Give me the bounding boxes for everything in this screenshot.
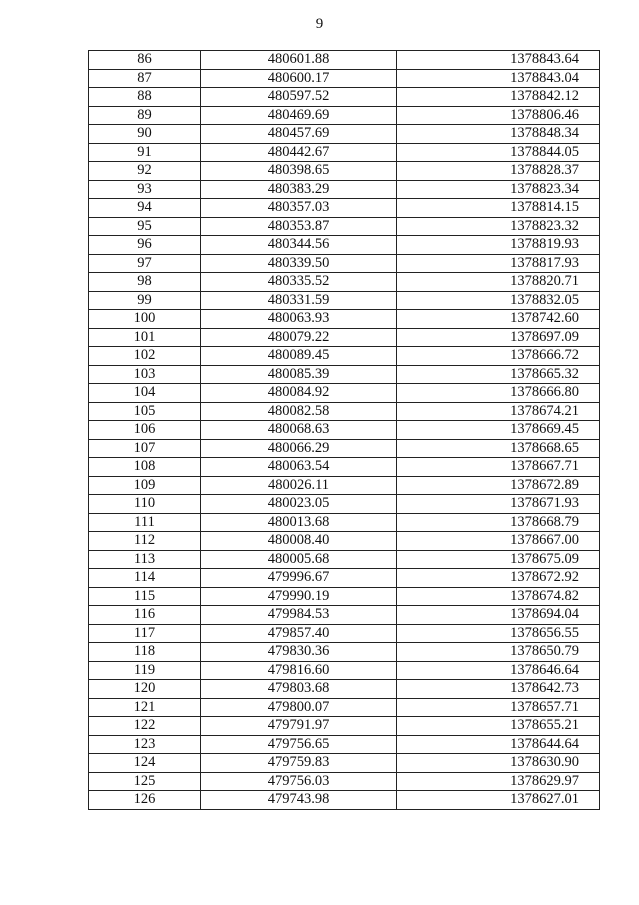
x-coordinate-cell: 480357.03 (201, 199, 397, 218)
x-coordinate-cell: 479756.65 (201, 735, 397, 754)
page-number: 9 (315, 16, 324, 32)
table-row (89, 569, 600, 588)
point-number-cell: 116 (89, 606, 201, 625)
x-coordinate-cell: 479803.68 (201, 680, 397, 699)
point-number-cell: 119 (89, 661, 201, 680)
table-row (89, 217, 600, 236)
point-number-cell: 126 (89, 791, 201, 810)
x-coordinate-cell: 480398.65 (201, 162, 397, 181)
table-row (89, 51, 600, 70)
point-number-cell: 107 (89, 439, 201, 458)
x-coordinate-cell: 480023.05 (201, 495, 397, 514)
x-coordinate-cell: 479800.07 (201, 698, 397, 717)
point-number-cell: 86 (89, 51, 201, 70)
point-number-cell: 115 (89, 587, 201, 606)
table-row (89, 180, 600, 199)
y-coordinate-cell: 1378642.73 (397, 680, 600, 699)
y-coordinate-cell: 1378697.09 (397, 328, 600, 347)
point-number-cell: 112 (89, 532, 201, 551)
point-number-cell: 121 (89, 698, 201, 717)
x-coordinate-cell: 480008.40 (201, 532, 397, 551)
table-row (89, 624, 600, 643)
table-row (89, 643, 600, 662)
point-number-cell: 111 (89, 513, 201, 532)
x-coordinate-cell: 480339.50 (201, 254, 397, 273)
point-number-cell: 92 (89, 162, 201, 181)
table-row (89, 476, 600, 495)
y-coordinate-cell: 1378669.45 (397, 421, 600, 440)
y-coordinate-cell: 1378674.21 (397, 402, 600, 421)
point-number-cell: 95 (89, 217, 201, 236)
y-coordinate-cell: 1378644.64 (397, 735, 600, 754)
x-coordinate-cell: 479984.53 (201, 606, 397, 625)
table-row (89, 513, 600, 532)
point-number-cell: 94 (89, 199, 201, 218)
table-row (89, 587, 600, 606)
point-number-cell: 91 (89, 143, 201, 162)
point-number-cell: 88 (89, 88, 201, 107)
x-coordinate-cell: 480026.11 (201, 476, 397, 495)
x-coordinate-cell: 480335.52 (201, 273, 397, 292)
y-coordinate-cell: 1378823.32 (397, 217, 600, 236)
point-number-cell: 103 (89, 365, 201, 384)
x-coordinate-cell: 480079.22 (201, 328, 397, 347)
y-coordinate-cell: 1378819.93 (397, 236, 600, 255)
y-coordinate-cell: 1378672.92 (397, 569, 600, 588)
table-row (89, 680, 600, 699)
table-row (89, 143, 600, 162)
y-coordinate-cell: 1378843.64 (397, 51, 600, 70)
x-coordinate-cell: 480068.63 (201, 421, 397, 440)
x-coordinate-cell: 479857.40 (201, 624, 397, 643)
y-coordinate-cell: 1378667.00 (397, 532, 600, 551)
y-coordinate-cell: 1378675.09 (397, 550, 600, 569)
point-number-cell: 98 (89, 273, 201, 292)
x-coordinate-cell: 480063.93 (201, 310, 397, 329)
point-number-cell: 87 (89, 69, 201, 88)
y-coordinate-cell: 1378820.71 (397, 273, 600, 292)
point-number-cell: 100 (89, 310, 201, 329)
x-coordinate-cell: 479830.36 (201, 643, 397, 662)
y-coordinate-cell: 1378668.79 (397, 513, 600, 532)
x-coordinate-cell: 480331.59 (201, 291, 397, 310)
y-coordinate-cell: 1378694.04 (397, 606, 600, 625)
y-coordinate-cell: 1378843.04 (397, 69, 600, 88)
y-coordinate-cell: 1378666.72 (397, 347, 600, 366)
point-number-cell: 120 (89, 680, 201, 699)
table-row (89, 199, 600, 218)
x-coordinate-cell: 480013.68 (201, 513, 397, 532)
x-coordinate-cell: 479791.97 (201, 717, 397, 736)
table-row (89, 365, 600, 384)
y-coordinate-cell: 1378823.34 (397, 180, 600, 199)
table-row (89, 458, 600, 477)
table-row (89, 125, 600, 144)
y-coordinate-cell: 1378657.71 (397, 698, 600, 717)
table-row (89, 291, 600, 310)
y-coordinate-cell: 1378656.55 (397, 624, 600, 643)
table-row (89, 661, 600, 680)
y-coordinate-cell: 1378848.34 (397, 125, 600, 144)
point-number-cell: 90 (89, 125, 201, 144)
point-number-cell: 124 (89, 754, 201, 773)
table-row (89, 328, 600, 347)
coordinates-table (88, 50, 600, 810)
table-row (89, 254, 600, 273)
y-coordinate-cell: 1378629.97 (397, 772, 600, 791)
coordinates-table-body (89, 51, 600, 810)
x-coordinate-cell: 479743.98 (201, 791, 397, 810)
table-row (89, 495, 600, 514)
x-coordinate-cell: 480066.29 (201, 439, 397, 458)
y-coordinate-cell: 1378671.93 (397, 495, 600, 514)
table-row (89, 698, 600, 717)
x-coordinate-cell: 480005.68 (201, 550, 397, 569)
y-coordinate-cell: 1378842.12 (397, 88, 600, 107)
table-row (89, 310, 600, 329)
y-coordinate-cell: 1378627.01 (397, 791, 600, 810)
x-coordinate-cell: 480084.92 (201, 384, 397, 403)
table-row (89, 772, 600, 791)
point-number-cell: 118 (89, 643, 201, 662)
y-coordinate-cell: 1378650.79 (397, 643, 600, 662)
x-coordinate-cell: 480063.54 (201, 458, 397, 477)
table-row (89, 717, 600, 736)
table-row (89, 69, 600, 88)
table-row (89, 532, 600, 551)
table-row (89, 754, 600, 773)
y-coordinate-cell: 1378674.82 (397, 587, 600, 606)
point-number-cell: 104 (89, 384, 201, 403)
y-coordinate-cell: 1378844.05 (397, 143, 600, 162)
table-row (89, 347, 600, 366)
x-coordinate-cell: 480597.52 (201, 88, 397, 107)
x-coordinate-cell: 480457.69 (201, 125, 397, 144)
table-row (89, 88, 600, 107)
y-coordinate-cell: 1378828.37 (397, 162, 600, 181)
table-row (89, 606, 600, 625)
point-number-cell: 122 (89, 717, 201, 736)
y-coordinate-cell: 1378630.90 (397, 754, 600, 773)
y-coordinate-cell: 1378742.60 (397, 310, 600, 329)
table-row (89, 439, 600, 458)
y-coordinate-cell: 1378646.64 (397, 661, 600, 680)
y-coordinate-cell: 1378668.65 (397, 439, 600, 458)
y-coordinate-cell: 1378667.71 (397, 458, 600, 477)
point-number-cell: 93 (89, 180, 201, 199)
y-coordinate-cell: 1378666.80 (397, 384, 600, 403)
table-row (89, 402, 600, 421)
x-coordinate-cell: 480085.39 (201, 365, 397, 384)
point-number-cell: 105 (89, 402, 201, 421)
point-number-cell: 99 (89, 291, 201, 310)
x-coordinate-cell: 479996.67 (201, 569, 397, 588)
x-coordinate-cell: 480383.29 (201, 180, 397, 199)
y-coordinate-cell: 1378655.21 (397, 717, 600, 736)
x-coordinate-cell: 479816.60 (201, 661, 397, 680)
y-coordinate-cell: 1378806.46 (397, 106, 600, 125)
point-number-cell: 114 (89, 569, 201, 588)
x-coordinate-cell: 480082.58 (201, 402, 397, 421)
x-coordinate-cell: 479990.19 (201, 587, 397, 606)
x-coordinate-cell: 480601.88 (201, 51, 397, 70)
x-coordinate-cell: 480089.45 (201, 347, 397, 366)
point-number-cell: 125 (89, 772, 201, 791)
point-number-cell: 109 (89, 476, 201, 495)
x-coordinate-cell: 480353.87 (201, 217, 397, 236)
table-row (89, 384, 600, 403)
table-row (89, 236, 600, 255)
table-row (89, 421, 600, 440)
x-coordinate-cell: 480442.67 (201, 143, 397, 162)
x-coordinate-cell: 480600.17 (201, 69, 397, 88)
point-number-cell: 108 (89, 458, 201, 477)
x-coordinate-cell: 479756.03 (201, 772, 397, 791)
point-number-cell: 97 (89, 254, 201, 273)
point-number-cell: 101 (89, 328, 201, 347)
y-coordinate-cell: 1378672.89 (397, 476, 600, 495)
table-row (89, 106, 600, 125)
x-coordinate-cell: 480344.56 (201, 236, 397, 255)
table-row (89, 162, 600, 181)
point-number-cell: 106 (89, 421, 201, 440)
x-coordinate-cell: 480469.69 (201, 106, 397, 125)
table-row (89, 550, 600, 569)
point-number-cell: 117 (89, 624, 201, 643)
point-number-cell: 96 (89, 236, 201, 255)
x-coordinate-cell: 479759.83 (201, 754, 397, 773)
table-row (89, 735, 600, 754)
point-number-cell: 89 (89, 106, 201, 125)
point-number-cell: 113 (89, 550, 201, 569)
point-number-cell: 123 (89, 735, 201, 754)
point-number-cell: 110 (89, 495, 201, 514)
table-row (89, 791, 600, 810)
y-coordinate-cell: 1378665.32 (397, 365, 600, 384)
y-coordinate-cell: 1378832.05 (397, 291, 600, 310)
table-row (89, 273, 600, 292)
point-number-cell: 102 (89, 347, 201, 366)
y-coordinate-cell: 1378817.93 (397, 254, 600, 273)
y-coordinate-cell: 1378814.15 (397, 199, 600, 218)
